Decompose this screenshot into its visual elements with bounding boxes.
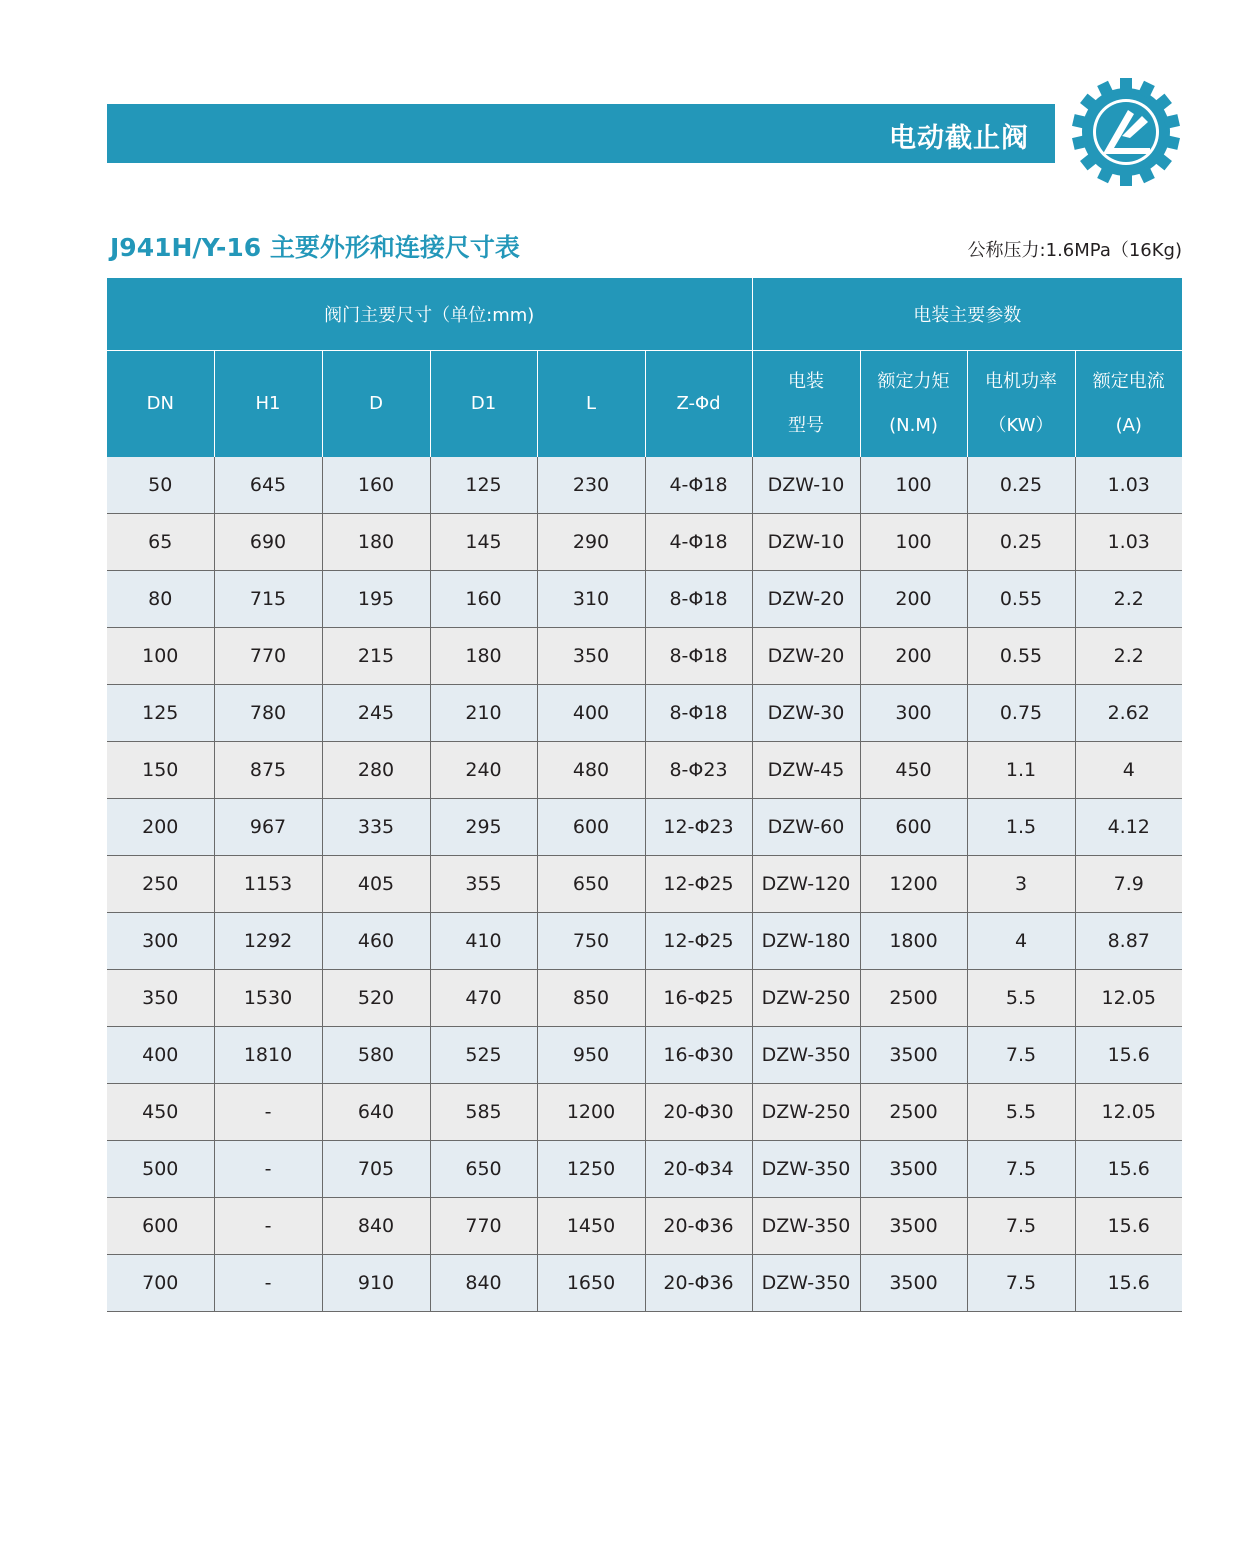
table-cell: 640 xyxy=(322,1084,430,1141)
table-cell: 1.1 xyxy=(967,742,1075,799)
table-cell: 650 xyxy=(430,1141,537,1198)
table-cell: 240 xyxy=(430,742,537,799)
table-cell: 295 xyxy=(430,799,537,856)
table-cell: 0.55 xyxy=(967,628,1075,685)
table-cell: DZW-180 xyxy=(752,913,860,970)
table-cell: 5.5 xyxy=(967,970,1075,1027)
table-cell: 180 xyxy=(430,628,537,685)
table-cell: 410 xyxy=(430,913,537,970)
table-cell: 950 xyxy=(537,1027,645,1084)
table-row xyxy=(107,970,1182,1027)
column-header xyxy=(430,351,537,458)
table-cell: 1200 xyxy=(537,1084,645,1141)
table-cell: 16-Φ30 xyxy=(645,1027,752,1084)
column-header xyxy=(537,351,645,458)
table-cell: 2.2 xyxy=(1075,571,1182,628)
table-cell: 145 xyxy=(430,514,537,571)
dimension-table xyxy=(107,278,1182,1312)
column-header xyxy=(107,351,214,458)
table-cell: 600 xyxy=(537,799,645,856)
table-row xyxy=(107,1141,1182,1198)
table-cell: 180 xyxy=(322,514,430,571)
table-cell: 3500 xyxy=(860,1027,967,1084)
banner-title: 电动截止阀 xyxy=(889,123,1029,154)
column-header-line2: 型号 xyxy=(788,415,824,436)
table-cell: DZW-10 xyxy=(752,457,860,514)
table-cell: 770 xyxy=(214,628,322,685)
table-cell: 300 xyxy=(107,913,214,970)
table-cell: 400 xyxy=(107,1027,214,1084)
table-cell: DZW-350 xyxy=(752,1198,860,1255)
table-cell: 160 xyxy=(322,457,430,514)
table-cell: DZW-350 xyxy=(752,1255,860,1312)
table-cell: 3500 xyxy=(860,1141,967,1198)
table-cell: 450 xyxy=(860,742,967,799)
table-cell: 0.25 xyxy=(967,514,1075,571)
table-cell: 290 xyxy=(537,514,645,571)
table-cell: 100 xyxy=(107,628,214,685)
table-cell: 770 xyxy=(430,1198,537,1255)
column-header xyxy=(752,351,860,458)
group-header-actuator: 电装主要参数 xyxy=(752,278,1182,351)
table-cell: 335 xyxy=(322,799,430,856)
gear-logo-icon xyxy=(1070,76,1182,188)
table-cell: 200 xyxy=(860,628,967,685)
table-cell: 910 xyxy=(322,1255,430,1312)
table-cell: 12-Φ25 xyxy=(645,913,752,970)
column-header xyxy=(322,351,430,458)
table-cell: 840 xyxy=(322,1198,430,1255)
table-cell: 1.03 xyxy=(1075,457,1182,514)
table-cell: DZW-20 xyxy=(752,571,860,628)
table-cell: 20-Φ34 xyxy=(645,1141,752,1198)
table-cell: 480 xyxy=(537,742,645,799)
table-cell: DZW-20 xyxy=(752,628,860,685)
table-cell: DZW-250 xyxy=(752,1084,860,1141)
table-cell: 0.25 xyxy=(967,457,1075,514)
table-cell: 520 xyxy=(322,970,430,1027)
table-cell: 1.5 xyxy=(967,799,1075,856)
table-cell: - xyxy=(214,1198,322,1255)
column-header-line1: 电机功率 xyxy=(985,371,1057,392)
table-cell: - xyxy=(214,1141,322,1198)
table-cell: DZW-250 xyxy=(752,970,860,1027)
table-cell: 3500 xyxy=(860,1255,967,1312)
nominal-pressure: 公称压力:1.6MPa（16Kg) xyxy=(967,240,1182,261)
table-cell: 310 xyxy=(537,571,645,628)
column-header-line1: D xyxy=(369,393,383,414)
table-cell: 3 xyxy=(967,856,1075,913)
table-cell: DZW-45 xyxy=(752,742,860,799)
table-cell: 2.62 xyxy=(1075,685,1182,742)
table-row xyxy=(107,856,1182,913)
table-cell: 100 xyxy=(860,514,967,571)
column-header xyxy=(645,351,752,458)
table-cell: 280 xyxy=(322,742,430,799)
table-cell: 875 xyxy=(214,742,322,799)
column-header xyxy=(860,351,967,458)
table-cell: 8-Φ23 xyxy=(645,742,752,799)
table-cell: 7.5 xyxy=(967,1141,1075,1198)
table-cell: 2500 xyxy=(860,970,967,1027)
table-cell: 3500 xyxy=(860,1198,967,1255)
table-cell: 7.5 xyxy=(967,1198,1075,1255)
table-cell: 200 xyxy=(107,799,214,856)
table-cell: 405 xyxy=(322,856,430,913)
table-cell: 8-Φ18 xyxy=(645,628,752,685)
table-cell: 705 xyxy=(322,1141,430,1198)
table-cell: 1650 xyxy=(537,1255,645,1312)
table-cell: 2500 xyxy=(860,1084,967,1141)
column-header-line1: L xyxy=(585,393,597,414)
table-cell: 1292 xyxy=(214,913,322,970)
table-row xyxy=(107,1198,1182,1255)
table-cell: 350 xyxy=(107,970,214,1027)
table-cell: 100 xyxy=(860,457,967,514)
table-cell: 7.5 xyxy=(967,1255,1075,1312)
table-cell: DZW-350 xyxy=(752,1141,860,1198)
table-cell: 15.6 xyxy=(1075,1141,1182,1198)
table-cell: 1810 xyxy=(214,1027,322,1084)
table-cell: 50 xyxy=(107,457,214,514)
table-cell: 12-Φ25 xyxy=(645,856,752,913)
table-cell: 4.12 xyxy=(1075,799,1182,856)
column-header-line2: (N.M) xyxy=(889,415,938,436)
table-row xyxy=(107,742,1182,799)
table-cell: - xyxy=(214,1255,322,1312)
table-cell: 580 xyxy=(322,1027,430,1084)
table-row xyxy=(107,571,1182,628)
table-row xyxy=(107,685,1182,742)
column-header-line1: DN xyxy=(146,393,174,414)
table-cell: 12-Φ23 xyxy=(645,799,752,856)
table-cell: 450 xyxy=(107,1084,214,1141)
table-cell: 1530 xyxy=(214,970,322,1027)
table-cell: DZW-60 xyxy=(752,799,860,856)
column-header-line2: （KW） xyxy=(988,415,1054,436)
table-cell: 8.87 xyxy=(1075,913,1182,970)
table-cell: 600 xyxy=(860,799,967,856)
table-cell: DZW-120 xyxy=(752,856,860,913)
table-cell: 650 xyxy=(537,856,645,913)
table-cell: 350 xyxy=(537,628,645,685)
table-cell: 780 xyxy=(214,685,322,742)
table-title: J941H/Y-16 主要外形和连接尺寸表 xyxy=(110,233,520,262)
table-cell: 1450 xyxy=(537,1198,645,1255)
table-cell: DZW-350 xyxy=(752,1027,860,1084)
table-cell: 8-Φ18 xyxy=(645,571,752,628)
table-cell: 250 xyxy=(107,856,214,913)
table-cell: 210 xyxy=(430,685,537,742)
table-cell: 125 xyxy=(430,457,537,514)
table-cell: 470 xyxy=(430,970,537,1027)
table-cell: 460 xyxy=(322,913,430,970)
table-cell: 215 xyxy=(322,628,430,685)
table-cell: 400 xyxy=(537,685,645,742)
column-header xyxy=(214,351,322,458)
table-cell: 20-Φ36 xyxy=(645,1198,752,1255)
table-cell: 0.75 xyxy=(967,685,1075,742)
table-row xyxy=(107,457,1182,514)
table-cell: 500 xyxy=(107,1141,214,1198)
table-cell: 200 xyxy=(860,571,967,628)
column-header xyxy=(1075,351,1182,458)
table-cell: DZW-10 xyxy=(752,514,860,571)
table-row xyxy=(107,1084,1182,1141)
table-cell: 8-Φ18 xyxy=(645,685,752,742)
table-row xyxy=(107,628,1182,685)
table-cell: 600 xyxy=(107,1198,214,1255)
table-row xyxy=(107,913,1182,970)
table-cell: 4 xyxy=(967,913,1075,970)
table-row xyxy=(107,514,1182,571)
table-cell: 840 xyxy=(430,1255,537,1312)
table-cell: 750 xyxy=(537,913,645,970)
table-cell: 230 xyxy=(537,457,645,514)
table-cell: 150 xyxy=(107,742,214,799)
table-cell: 160 xyxy=(430,571,537,628)
table-cell: 20-Φ36 xyxy=(645,1255,752,1312)
table-cell: 355 xyxy=(430,856,537,913)
table-cell: 967 xyxy=(214,799,322,856)
table-cell: 7.9 xyxy=(1075,856,1182,913)
table-cell: 245 xyxy=(322,685,430,742)
table-cell: 15.6 xyxy=(1075,1255,1182,1312)
table-row xyxy=(107,1255,1182,1312)
column-header-line1: 电装 xyxy=(788,371,824,392)
table-row xyxy=(107,1027,1182,1084)
table-cell: 1.03 xyxy=(1075,514,1182,571)
table-cell: 850 xyxy=(537,970,645,1027)
table-row xyxy=(107,799,1182,856)
table-cell: 80 xyxy=(107,571,214,628)
table-cell: 1800 xyxy=(860,913,967,970)
group-header-valve: 阀门主要尺寸（单位:mm) xyxy=(107,278,752,351)
table-cell: 525 xyxy=(430,1027,537,1084)
table-cell: 0.55 xyxy=(967,571,1075,628)
table-cell: 1153 xyxy=(214,856,322,913)
table-cell: 715 xyxy=(214,571,322,628)
table-cell: - xyxy=(214,1084,322,1141)
table-cell: 20-Φ30 xyxy=(645,1084,752,1141)
table-cell: 195 xyxy=(322,571,430,628)
table-cell: DZW-30 xyxy=(752,685,860,742)
column-header-line1: 额定电流 xyxy=(1092,371,1165,392)
table-cell: 15.6 xyxy=(1075,1198,1182,1255)
table-cell: 2.2 xyxy=(1075,628,1182,685)
table-cell: 12.05 xyxy=(1075,970,1182,1027)
column-header-line2: (A) xyxy=(1115,415,1142,436)
table-cell: 7.5 xyxy=(967,1027,1075,1084)
table-cell: 585 xyxy=(430,1084,537,1141)
header-banner xyxy=(107,104,1055,163)
table-cell: 4-Φ18 xyxy=(645,514,752,571)
table-cell: 300 xyxy=(860,685,967,742)
table-cell: 65 xyxy=(107,514,214,571)
table-cell: 4-Φ18 xyxy=(645,457,752,514)
table-cell: 15.6 xyxy=(1075,1027,1182,1084)
table-cell: 4 xyxy=(1075,742,1182,799)
column-header-line1: Z-Φd xyxy=(676,393,721,414)
table-cell: 125 xyxy=(107,685,214,742)
table-cell: 16-Φ25 xyxy=(645,970,752,1027)
column-header-line1: 额定力矩 xyxy=(877,371,950,392)
table-cell: 12.05 xyxy=(1075,1084,1182,1141)
table-cell: 690 xyxy=(214,514,322,571)
table-cell: 700 xyxy=(107,1255,214,1312)
column-header xyxy=(967,351,1075,458)
table-cell: 1200 xyxy=(860,856,967,913)
column-header-line1: H1 xyxy=(255,393,281,414)
column-header-line1: D1 xyxy=(470,393,497,414)
table-cell: 645 xyxy=(214,457,322,514)
table-cell: 5.5 xyxy=(967,1084,1075,1141)
table-cell: 1250 xyxy=(537,1141,645,1198)
